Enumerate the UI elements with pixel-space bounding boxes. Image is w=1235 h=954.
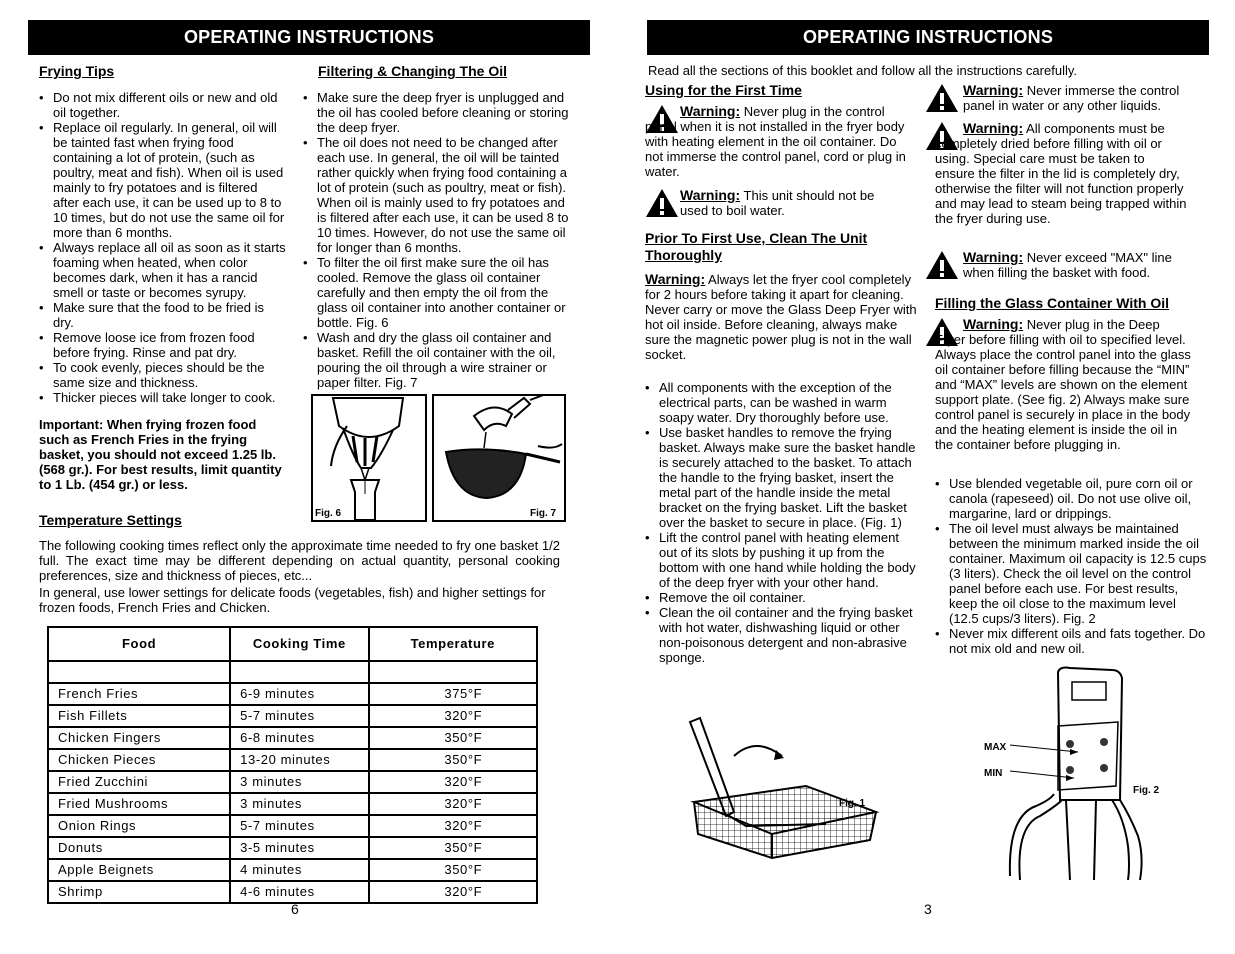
- prior-clean-heading: [645, 230, 867, 264]
- fig6-image: [311, 394, 427, 522]
- warning-label: Warning:: [963, 82, 1024, 98]
- table-row: [48, 705, 537, 727]
- list-item: • All components with the exception of the electrical parts, can be washed in warm soapy water. Dry thoroughly before use.: [645, 380, 917, 425]
- fig7-image: [432, 394, 566, 522]
- table-row: [48, 749, 537, 771]
- list-item: • The oil level must always be maintained between the minimum marked inside the oil container. Maximum oil capacity is 12.5 cups (3 liters). Check the oil level on the control panel before each use. For best results, keep the oil close to the maximum level (12.5 cups/3 liters). Fig. 2: [935, 521, 1209, 626]
- warning-text: This unit should not be used to boil water.: [680, 188, 875, 218]
- first-time-warning1: [645, 104, 917, 179]
- strainer-illustration: [434, 396, 564, 520]
- table-header-temp: Temperature: [369, 627, 537, 661]
- cooking-time-table: [47, 626, 538, 904]
- frying-tips-heading: Frying Tips: [39, 63, 115, 79]
- list-item: • Do not mix different oils or new and old oil together.: [39, 90, 287, 120]
- table-cell: 3 minutes: [230, 793, 368, 815]
- list-item: • Remove the oil container.: [645, 590, 917, 605]
- heading-line: Thoroughly: [645, 247, 722, 263]
- list-item: • Make sure that the food to be fried is dry.: [39, 300, 287, 330]
- list-item: • To filter the oil first make sure the oil has cooled. Remove the glass oil container carefully and then empty the oil from the glass oil container into another container or bottle. Fig. 6: [303, 255, 575, 330]
- list-item: • The oil does not need to be changed after each use. In general, the oil will be tainted rather quickly when frying food containing a lot of protein (such as poultry, meat or fish). When oil is mainly used to fry potatoes and is filtered after each use, it can be used 8 to 10 times. However, do not use the same oil for longer than 6 months.: [303, 135, 575, 255]
- table-row: [48, 859, 537, 881]
- first-time-warning2: [680, 188, 905, 218]
- list-item: • To cook evenly, pieces should be the same size and thickness.: [39, 360, 287, 390]
- important-note: Important: When frying frozen food such as French Fries in the frying basket, you should not exceed 1.25 lb. (568 gr.). For best results, limit quantity to 1 Lb. (454 gr.) or less.: [39, 417, 282, 492]
- filling-warning: [935, 317, 1193, 452]
- fig1-caption: Fig. 1: [839, 798, 866, 809]
- list-item: • Wash and dry the glass oil container and basket. Refill the oil container with the oil, pouring the oil through a wire strainer or paper filter. Fig. 7: [303, 330, 575, 390]
- table-row: [48, 793, 537, 815]
- first-time-heading: Using for the First Time: [645, 82, 802, 98]
- table-header-food: Food: [48, 627, 230, 661]
- warning-text: Never plug in the control panel when it is not installed in the fryer body with heating element in the oil container. Do not immerse the control panel, cord or plug in water.: [645, 104, 906, 179]
- table-cell: 320°F: [369, 793, 537, 815]
- table-cell: 320°F: [369, 771, 537, 793]
- warning-text: Never immerse the control panel in water or any other liquids.: [963, 83, 1180, 113]
- warning-text: Never exceed "MAX" line when filling the basket with food.: [963, 250, 1172, 280]
- pouring-oil-illustration: [313, 396, 425, 520]
- table-header-time: Cooking Time: [230, 627, 368, 661]
- warning-label: Warning:: [680, 103, 741, 119]
- list-item: • Never mix different oils and fats together. Do not mix old and new oil.: [935, 626, 1209, 656]
- left-banner: OPERATING INSTRUCTIONS: [28, 20, 590, 55]
- filtering-heading: Filtering & Changing The Oil: [318, 63, 507, 79]
- table-cell: Fried Mushrooms: [48, 793, 230, 815]
- table-cell: 5-7 minutes: [230, 705, 368, 727]
- table-cell: 6-9 minutes: [230, 683, 368, 705]
- table-cell: 4-6 minutes: [230, 881, 368, 903]
- filling-list: [935, 476, 1209, 656]
- list-item: • Always replace all oil as soon as it starts foaming when heated, when color becomes dark, when it has a rancid smell or taste or becomes syrupy.: [39, 240, 287, 300]
- list-item: • Thicker pieces will take longer to cook.: [39, 390, 287, 405]
- table-cell: 320°F: [369, 705, 537, 727]
- table-cell: 3-5 minutes: [230, 837, 368, 859]
- table-cell: Donuts: [48, 837, 230, 859]
- warning-label: Warning:: [963, 120, 1024, 136]
- fig2-caption: Fig. 2: [1133, 785, 1160, 796]
- table-row: [48, 727, 537, 749]
- right-warning2: [935, 121, 1187, 226]
- table-header-row: [48, 627, 537, 661]
- table-cell: Onion Rings: [48, 815, 230, 837]
- frying-tips-list: [39, 90, 287, 405]
- table-cell: 3 minutes: [230, 771, 368, 793]
- prior-clean-list: [645, 380, 917, 665]
- table-row: [48, 837, 537, 859]
- table-cell: Chicken Fingers: [48, 727, 230, 749]
- list-item: • Use basket handles to remove the frying basket. Always make sure the basket handle is securely attached to the basket. To attach the handle to the frying basket, insert the metal part of the handle inside the metal bracket on the frying basket. Lift the basket over the basket to secure in place. (Fig. 1): [645, 425, 917, 530]
- filtering-list: [303, 90, 575, 390]
- fig1-basket-illustration: [686, 716, 882, 862]
- table-cell: Shrimp: [48, 881, 230, 903]
- warning-text: Always let the fryer cool completely for 2 hours before taking it apart for cleaning. Never carry or move the Glass Deep Fryer with hot oil inside. Before cleaning, always make sure the magnetic power plug is not in the wall socket.: [645, 272, 917, 362]
- left-page-number: 6: [291, 901, 299, 917]
- prior-clean-warning: [645, 272, 919, 362]
- fig2-control-panel-illustration: [1000, 666, 1150, 880]
- intro-text: Read all the sections of this booklet and follow all the instructions carefully.: [648, 63, 1077, 78]
- table-cell: 320°F: [369, 881, 537, 903]
- table-cell: Chicken Pieces: [48, 749, 230, 771]
- min-label: MIN: [984, 768, 1003, 779]
- table-cell: 350°F: [369, 727, 537, 749]
- warning-icon: [925, 250, 959, 280]
- warning-label: Warning:: [680, 187, 741, 203]
- table-cell: Fish Fillets: [48, 705, 230, 727]
- warning-text: Never plug in the Deep Fryer before filling with oil to specified level. Always place the control panel into the glass oil container before filling because the “MIN” and “MAX” levels are shown on the element support plate. (See fig. 2) Always make sure control panel is securely in place in the body and the heating element is inside the oil in the container before plugging in.: [935, 317, 1191, 452]
- table-cell: 320°F: [369, 815, 537, 837]
- warning-label: Warning:: [645, 271, 706, 287]
- list-item: • Clean the oil container and the frying basket with hot water, dishwashing liquid or other non-poisonous detergent and non-abrasive sponge.: [645, 605, 917, 665]
- max-label: MAX: [984, 742, 1007, 753]
- right-warning3: [963, 250, 1203, 280]
- list-item: • Make sure the deep fryer is unplugged and the oil has cooled before cleaning or storing the deep fryer.: [303, 90, 575, 135]
- table-row: [48, 881, 537, 903]
- heading-line: Prior To First Use, Clean The Unit: [645, 230, 868, 246]
- warning-icon: [645, 188, 679, 218]
- table-cell: 5-7 minutes: [230, 815, 368, 837]
- table-gap: [48, 661, 537, 683]
- list-item: • Remove loose ice from frozen food before frying. Rinse and pat dry.: [39, 330, 287, 360]
- temperature-heading: Temperature Settings: [39, 512, 182, 528]
- temperature-para2: In general, use lower settings for delicate foods (vegetables, fish) and higher settings for frozen foods, French Fries and Chicken.: [39, 585, 546, 615]
- temperature-para1: The following cooking times reflect only the approximate time needed to fry one basket 1/2 full. The exact time may be different depending on actual quantity, personal cooking preferences, size and thickness of pieces, etc...: [39, 538, 560, 583]
- fig7-caption: Fig. 7: [530, 508, 557, 519]
- table-cell: 350°F: [369, 859, 537, 881]
- table-cell: Fried Zucchini: [48, 771, 230, 793]
- table-cell: 4 minutes: [230, 859, 368, 881]
- warning-text: All components must be completely dried before filling with oil or using. Special care must be taken to ensure the filter in the lid is completely dry, otherwise the filter will not function properly and may lead to steam being trapped within the fryer during use.: [935, 121, 1187, 226]
- list-item: • Use blended vegetable oil, pure corn oil or canola (rapeseed) oil. Do not use olive oil, margarine, lard or drippings.: [935, 476, 1209, 521]
- list-item: • Lift the control panel with heating element out of its slots by pushing it up from the bottom with one hand while holding the body of the deep fryer with your other hand.: [645, 530, 917, 590]
- table-cell: 350°F: [369, 837, 537, 859]
- right-banner: OPERATING INSTRUCTIONS: [647, 20, 1209, 55]
- fig6-caption: Fig. 6: [315, 508, 342, 519]
- table-row: [48, 815, 537, 837]
- table-row: [48, 683, 537, 705]
- warning-label: Warning:: [963, 249, 1024, 265]
- list-item: • Replace oil regularly. In general, oil will be tainted fast when frying food containing a lot of protein, (such as poultry, meat and fish). When oil is used mainly to fry potatoes and is filtered after each use, it can be used up to 8 to 10 times, but do not use the same oil for more than 6 months.: [39, 120, 287, 240]
- table-row: [48, 771, 537, 793]
- table-cell: 13-20 minutes: [230, 749, 368, 771]
- right-warning1: [963, 83, 1207, 113]
- filling-heading: Filling the Glass Container With Oil: [935, 295, 1170, 311]
- table-cell: 350°F: [369, 749, 537, 771]
- table-cell: Apple Beignets: [48, 859, 230, 881]
- table-cell: 6-8 minutes: [230, 727, 368, 749]
- table-cell: French Fries: [48, 683, 230, 705]
- warning-label: Warning:: [963, 316, 1024, 332]
- warning-icon: [925, 83, 959, 113]
- right-page-number: 3: [924, 901, 932, 917]
- table-cell: 375°F: [369, 683, 537, 705]
